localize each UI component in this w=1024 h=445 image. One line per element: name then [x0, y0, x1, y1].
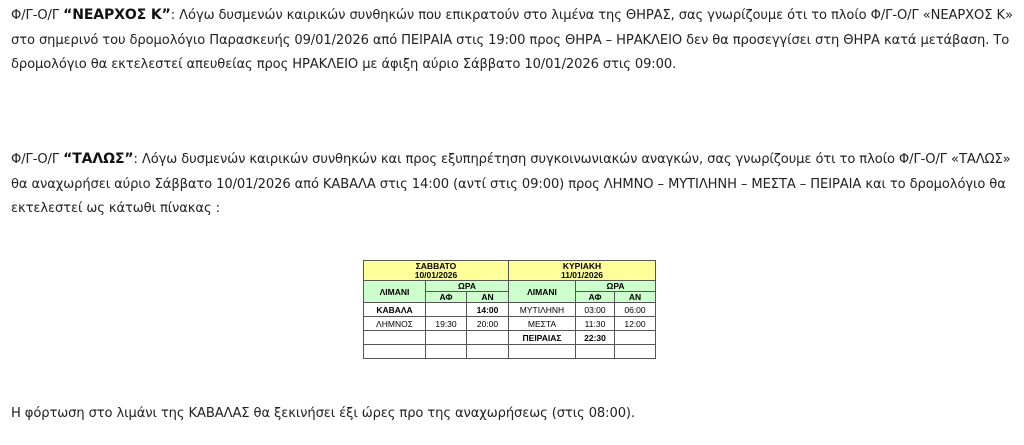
port-cell: ΛΗΜΝΟΣ — [364, 317, 426, 331]
departure-cell — [576, 345, 615, 359]
ship-type-prefix: Φ/Γ-Ο/Γ — [11, 8, 64, 23]
announcement-text: : Λόγω δυσμενών καιρικών συνθηκών που επικρατούν στο λιμένα της ΘΗΡΑΣ, σας γνωρίζουμε ότι το πλοίο Φ/Γ-Ο/Γ «ΝΕΑΡΧΟΣ Κ» στο σημερινό του δρομολόγιο Παρασκευής 09/01/2026 από ΠΕΙΡΑΙΑ στις 19:00 προς ΘΗΡΑ – ΗΡΑΚΛΕΙΟ δεν θα προσεγγίσει στη ΘΗΡΑ κατά μετάβαση. Το δρομολόγιο θα εκτελεστεί απευθείας προς ΗΡΑΚΛΕΙΟ με άφιξη αύριο Σάββατο 10/01/2026 στις 09:00. — [11, 8, 1013, 72]
announcement-nearchos — [11, 3, 1017, 78]
arrival-cell — [467, 345, 509, 359]
time-header: ΩΡΑ — [426, 281, 509, 292]
table-row — [364, 303, 656, 317]
table-row — [364, 331, 656, 345]
time-header: ΩΡΑ — [576, 281, 656, 292]
schedule-table — [363, 260, 656, 359]
ship-type-prefix: Φ/Γ-Ο/Γ — [11, 152, 64, 167]
arrival-cell: 14:00 — [467, 303, 509, 317]
departure-cell — [426, 331, 467, 345]
departure-cell: 19:30 — [426, 317, 467, 331]
announcement-talos — [11, 147, 1017, 222]
port-cell: ΠΕΙΡΑΙΑΣ — [509, 331, 576, 345]
table-row — [364, 317, 656, 331]
announcement-text: : Λόγω δυσμενών καιρικών συνθηκών και προς εξυπηρέτηση συγκοινωνιακών αναγκών, σας γνωρίζουμε ότι το πλοίο Φ/Γ-Ο/Γ «ΤΑΛΩΣ» θα αναχωρήσει αύριο Σάββατο 10/01/2026 από ΚΑΒΑΛΑ στις 14:00 (αντί στις 09:00) προς ΛΗΜΝΟ – ΜΥΤΙΛΗΝΗ – ΜΕΣΤΑ – ΠΕΙΡΑΙΑ και το δρομολόγιο θα εκτελεστεί ως κάτωθι πίνακας : — [11, 152, 1011, 216]
arrival-cell — [615, 331, 656, 345]
arrival-cell — [467, 331, 509, 345]
loading-note: Η φόρτωση στο λιμάνι της ΚΑΒΑΛΑΣ θα ξεκινήσει έξι ώρες προ της αναχωρήσεως (στις 08:00). — [11, 406, 635, 421]
departure-cell: 11:30 — [576, 317, 615, 331]
ship-name: “ΝΕΑΡΧΟΣ Κ” — [63, 7, 171, 23]
arrival-cell: 12:00 — [615, 317, 656, 331]
arrival-cell: 06:00 — [615, 303, 656, 317]
arrival-header: ΑΝ — [615, 292, 656, 303]
departure-cell — [426, 345, 467, 359]
departure-cell: 22:30 — [576, 331, 615, 345]
departure-cell: 03:00 — [576, 303, 615, 317]
port-cell — [364, 345, 426, 359]
table-row — [364, 345, 656, 359]
port-cell: ΜΥΤΙΛΗΝΗ — [509, 303, 576, 317]
port-cell: ΚΑΒΑΛΑ — [364, 303, 426, 317]
arrival-cell — [615, 345, 656, 359]
day-header-sunday: ΚΥΡΙΑΚΗ 11/01/2026 — [509, 261, 656, 281]
port-cell — [509, 345, 576, 359]
day-header-saturday: ΣΑΒΒΑΤΟ 10/01/2026 — [364, 261, 509, 281]
port-cell — [364, 331, 426, 345]
ship-name: “ΤΑΛΩΣ” — [63, 151, 134, 167]
port-header: ΛΙΜΑΝΙ — [364, 281, 426, 303]
port-header: ΛΙΜΑΝΙ — [509, 281, 576, 303]
departure-header: ΑΦ — [576, 292, 615, 303]
arrival-header: ΑΝ — [467, 292, 509, 303]
port-cell: ΜΕΣΤΑ — [509, 317, 576, 331]
arrival-cell: 20:00 — [467, 317, 509, 331]
departure-cell — [426, 303, 467, 317]
departure-header: ΑΦ — [426, 292, 467, 303]
